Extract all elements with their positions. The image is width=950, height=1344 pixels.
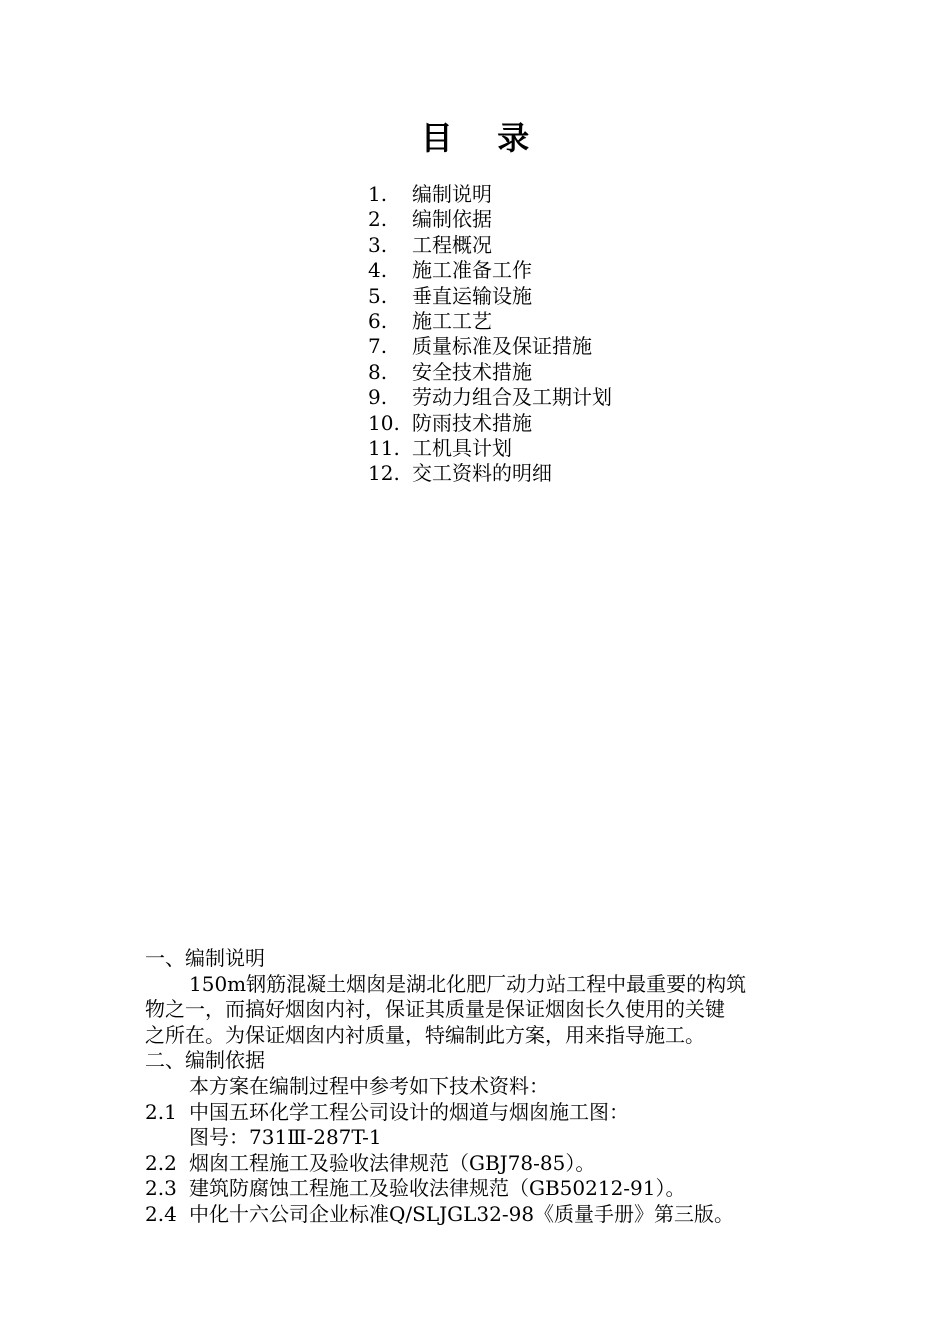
reference-text: 图号：731Ⅲ-287T-1 <box>189 1125 382 1150</box>
paragraph-line: 本方案在编制过程中参考如下技术资料： <box>189 1073 549 1098</box>
toc-item-number: 1. <box>368 182 388 206</box>
toc-item <box>368 436 788 461</box>
reference-text: 建筑防腐蚀工程施工及验收法律规范（GB50212-91）。 <box>189 1176 686 1201</box>
toc-item-number: 9. <box>368 385 388 410</box>
reference-number: 2.1 <box>145 1099 177 1124</box>
toc-item <box>368 309 788 334</box>
reference-text: 中国五环化学工程公司设计的烟道与烟囱施工图： <box>189 1099 629 1124</box>
section-heading-compilation-notes: 一、编制说明 <box>145 946 265 970</box>
toc-item <box>368 233 788 258</box>
reference-item <box>145 1176 815 1202</box>
toc-item-label: 工程概况 <box>412 232 492 257</box>
toc-item-label: 施工工艺 <box>412 308 492 333</box>
toc-item <box>368 411 788 436</box>
paragraph-line: 物之一，而搞好烟囱内衬，保证其质量是保证烟囱长久使用的关键 <box>145 997 725 1022</box>
toc-item-number: 11. <box>368 435 400 460</box>
reference-item <box>145 1202 815 1228</box>
toc-item-number: 4. <box>368 258 388 283</box>
toc-item-label: 安全技术措施 <box>412 359 532 384</box>
toc-item <box>368 284 788 309</box>
toc-item <box>368 334 788 359</box>
toc-item <box>368 385 788 410</box>
toc-item <box>368 360 788 385</box>
toc-item-number: 10. <box>368 410 400 435</box>
reference-text: 烟囱工程施工及验收法律规范（GBJ78-85）。 <box>189 1150 596 1175</box>
toc-item-label: 工机具计划 <box>412 435 512 460</box>
toc-item-label: 编制依据 <box>412 207 492 232</box>
toc-item-label: 编制说明 <box>412 182 492 206</box>
toc-item-label: 质量标准及保证措施 <box>412 334 592 359</box>
reference-number: 2.4 <box>145 1201 177 1226</box>
toc-item-label: 施工准备工作 <box>412 258 532 283</box>
reference-number: 2.3 <box>145 1176 177 1201</box>
reference-text: 中化十六公司企业标准Q/SLJGL32-98《质量手册》第三版。 <box>189 1201 735 1226</box>
toc-item <box>368 207 788 232</box>
toc-item-label: 劳动力组合及工期计划 <box>412 385 612 410</box>
toc-item <box>368 182 788 207</box>
paragraph-line: 之所在。为保证烟囱内衬质量，特编制此方案，用来指导施工。 <box>145 1022 705 1047</box>
section-heading-compilation-basis: 二、编制依据 <box>145 1048 265 1073</box>
reference-item <box>145 1151 815 1177</box>
toc-item-number: 7. <box>368 334 388 359</box>
toc-item-label: 垂直运输设施 <box>412 283 532 308</box>
paragraph-line: 150m钢筋混凝土烟囱是湖北化肥厂动力站工程中最重要的构筑 <box>189 971 747 996</box>
toc-item-number: 3. <box>368 232 388 257</box>
body-text <box>145 946 815 1228</box>
reference-item <box>145 1100 815 1126</box>
toc-item <box>368 461 788 486</box>
toc-item-number: 2. <box>368 207 388 232</box>
toc-item-number: 8. <box>368 359 388 384</box>
reference-number: 2.2 <box>145 1150 177 1175</box>
toc-item <box>368 258 788 283</box>
toc-item-number: 5. <box>368 283 388 308</box>
toc-title: 目 录 <box>420 119 530 157</box>
reference-item <box>145 1125 815 1151</box>
toc-list <box>368 182 788 487</box>
toc-item-number: 6. <box>368 308 388 333</box>
toc-item-label: 交工资料的明细 <box>412 461 552 486</box>
toc-item-number: 12. <box>368 461 400 486</box>
toc-item-label: 防雨技术措施 <box>412 410 532 435</box>
